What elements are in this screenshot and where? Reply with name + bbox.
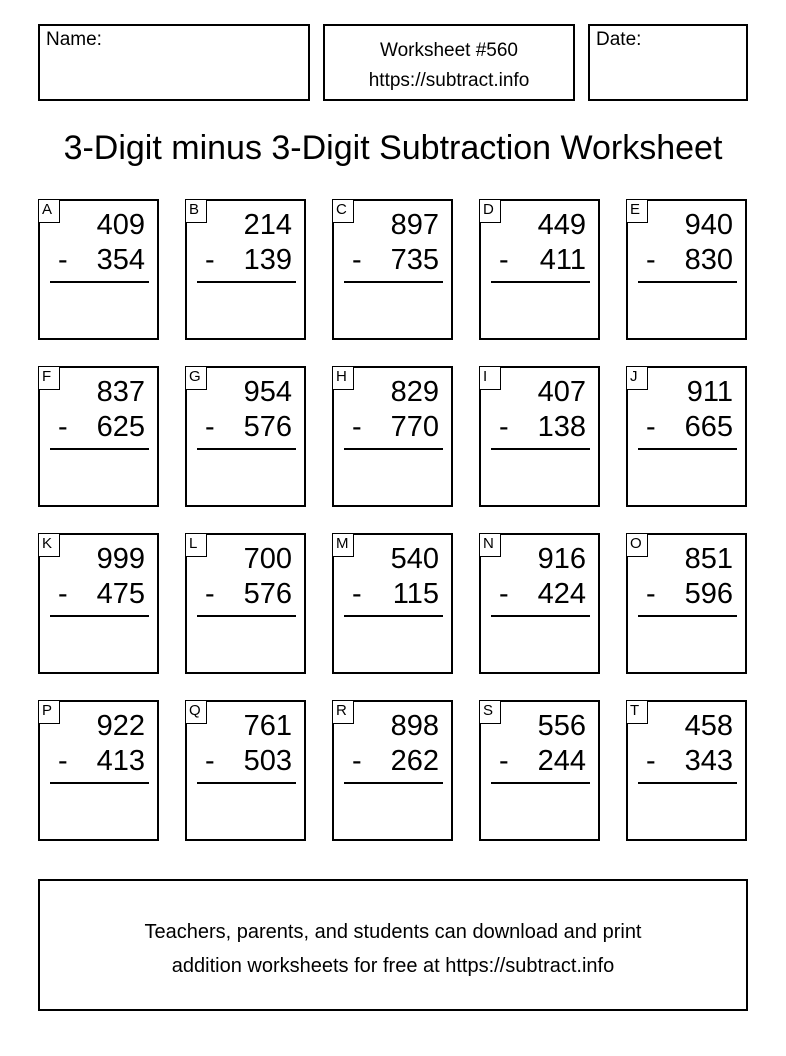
minuend: 940 — [684, 209, 733, 241]
answer-line — [491, 448, 590, 450]
minuend: 761 — [243, 710, 292, 742]
answer-line — [197, 782, 296, 784]
minus-sign: - — [352, 578, 362, 610]
subtrahend: 503 — [243, 745, 292, 777]
problem-card — [185, 366, 306, 507]
problem-card — [332, 533, 453, 674]
minus-sign: - — [58, 578, 68, 610]
minuend: 449 — [537, 209, 586, 241]
problem-letter: E — [626, 199, 648, 223]
problem-letter: N — [479, 533, 501, 557]
problem-card — [332, 366, 453, 507]
answer-line — [344, 448, 443, 450]
minus-sign: - — [352, 745, 362, 777]
minus-sign: - — [499, 578, 509, 610]
problem-letter: R — [332, 700, 354, 724]
date-label: Date: — [596, 29, 642, 50]
worksheet-number: Worksheet #560 — [379, 40, 518, 61]
problem-letter: O — [626, 533, 648, 557]
minuend: 922 — [96, 710, 145, 742]
subtrahend: 475 — [96, 578, 145, 610]
answer-line — [491, 782, 590, 784]
problem-card — [626, 700, 747, 841]
problem-card — [38, 366, 159, 507]
subtrahend: 625 — [96, 411, 145, 443]
answer-line — [197, 615, 296, 617]
minus-sign: - — [646, 745, 656, 777]
answer-line — [50, 448, 149, 450]
subtrahend: 138 — [537, 411, 586, 443]
problem-card — [626, 199, 747, 340]
minus-sign: - — [499, 411, 509, 443]
problem-letter: J — [626, 366, 648, 390]
minuend: 458 — [684, 710, 733, 742]
problem-card — [38, 700, 159, 841]
answer-line — [638, 615, 737, 617]
minus-sign: - — [58, 244, 68, 276]
minus-sign: - — [205, 244, 215, 276]
minus-sign: - — [499, 244, 509, 276]
subtrahend: 244 — [537, 745, 586, 777]
problem-letter: H — [332, 366, 354, 390]
subtrahend: 665 — [684, 411, 733, 443]
minuend: 897 — [390, 209, 439, 241]
answer-line — [197, 281, 296, 283]
answer-line — [638, 448, 737, 450]
problem-letter: G — [185, 366, 207, 390]
subtrahend: 354 — [96, 244, 145, 276]
minus-sign: - — [352, 411, 362, 443]
answer-line — [491, 615, 590, 617]
minus-sign: - — [58, 745, 68, 777]
worksheet-url: https://subtract.info — [368, 70, 530, 91]
problem-letter: B — [185, 199, 207, 223]
minus-sign: - — [58, 411, 68, 443]
problem-card — [185, 700, 306, 841]
problem-card — [332, 199, 453, 340]
subtrahend: 424 — [537, 578, 586, 610]
answer-line — [638, 782, 737, 784]
minuend: 954 — [243, 376, 292, 408]
answer-line — [50, 281, 149, 283]
minus-sign: - — [205, 578, 215, 610]
footer-line-2: addition worksheets for free at https://subtract.info — [171, 955, 615, 977]
subtrahend: 115 — [392, 578, 439, 610]
problem-letter: M — [332, 533, 354, 557]
problem-letter: F — [38, 366, 60, 390]
minuend: 700 — [243, 543, 292, 575]
problem-card — [479, 199, 600, 340]
problem-card — [185, 533, 306, 674]
answer-line — [491, 281, 590, 283]
problem-letter: A — [38, 199, 60, 223]
minus-sign: - — [205, 411, 215, 443]
minuend: 540 — [390, 543, 439, 575]
problem-card — [332, 700, 453, 841]
problem-letter: T — [626, 700, 648, 724]
problem-letter: P — [38, 700, 60, 724]
minus-sign: - — [646, 411, 656, 443]
subtrahend: 411 — [539, 244, 586, 276]
problem-card — [38, 533, 159, 674]
problem-card — [626, 366, 747, 507]
minuend: 837 — [96, 376, 145, 408]
problem-card — [626, 533, 747, 674]
minuend: 851 — [684, 543, 733, 575]
problem-card — [479, 700, 600, 841]
subtrahend: 596 — [684, 578, 733, 610]
subtrahend: 413 — [96, 745, 145, 777]
minus-sign: - — [646, 244, 656, 276]
problem-card — [38, 199, 159, 340]
footer-line-1: Teachers, parents, and students can download and print — [144, 921, 642, 943]
problem-card — [479, 366, 600, 507]
answer-line — [638, 281, 737, 283]
subtrahend: 735 — [390, 244, 439, 276]
minuend: 911 — [686, 376, 733, 408]
minuend: 916 — [537, 543, 586, 575]
name-label: Name: — [46, 29, 102, 50]
minus-sign: - — [499, 745, 509, 777]
subtrahend: 139 — [243, 244, 292, 276]
answer-line — [197, 448, 296, 450]
problem-card — [479, 533, 600, 674]
minuend: 409 — [96, 209, 145, 241]
minus-sign: - — [352, 244, 362, 276]
minus-sign: - — [205, 745, 215, 777]
answer-line — [344, 615, 443, 617]
footer-box — [38, 879, 748, 1011]
subtrahend: 576 — [243, 578, 292, 610]
minuend: 829 — [390, 376, 439, 408]
problem-letter: L — [185, 533, 207, 557]
problem-letter: K — [38, 533, 60, 557]
answer-line — [50, 615, 149, 617]
minuend: 999 — [96, 543, 145, 575]
subtrahend: 576 — [243, 411, 292, 443]
problem-letter: Q — [185, 700, 207, 724]
subtrahend: 830 — [684, 244, 733, 276]
minuend: 556 — [537, 710, 586, 742]
problem-letter: S — [479, 700, 501, 724]
answer-line — [344, 281, 443, 283]
problem-letter: D — [479, 199, 501, 223]
subtrahend: 262 — [390, 745, 439, 777]
minus-sign: - — [646, 578, 656, 610]
problem-letter: I — [479, 366, 501, 390]
answer-line — [344, 782, 443, 784]
page-title: 3-Digit minus 3-Digit Subtraction Worksheet — [63, 129, 723, 167]
minuend: 214 — [243, 209, 292, 241]
problem-letter: C — [332, 199, 354, 223]
problem-card — [185, 199, 306, 340]
subtrahend: 770 — [390, 411, 439, 443]
subtrahend: 343 — [684, 745, 733, 777]
minuend: 407 — [537, 376, 586, 408]
minuend: 898 — [390, 710, 439, 742]
answer-line — [50, 782, 149, 784]
